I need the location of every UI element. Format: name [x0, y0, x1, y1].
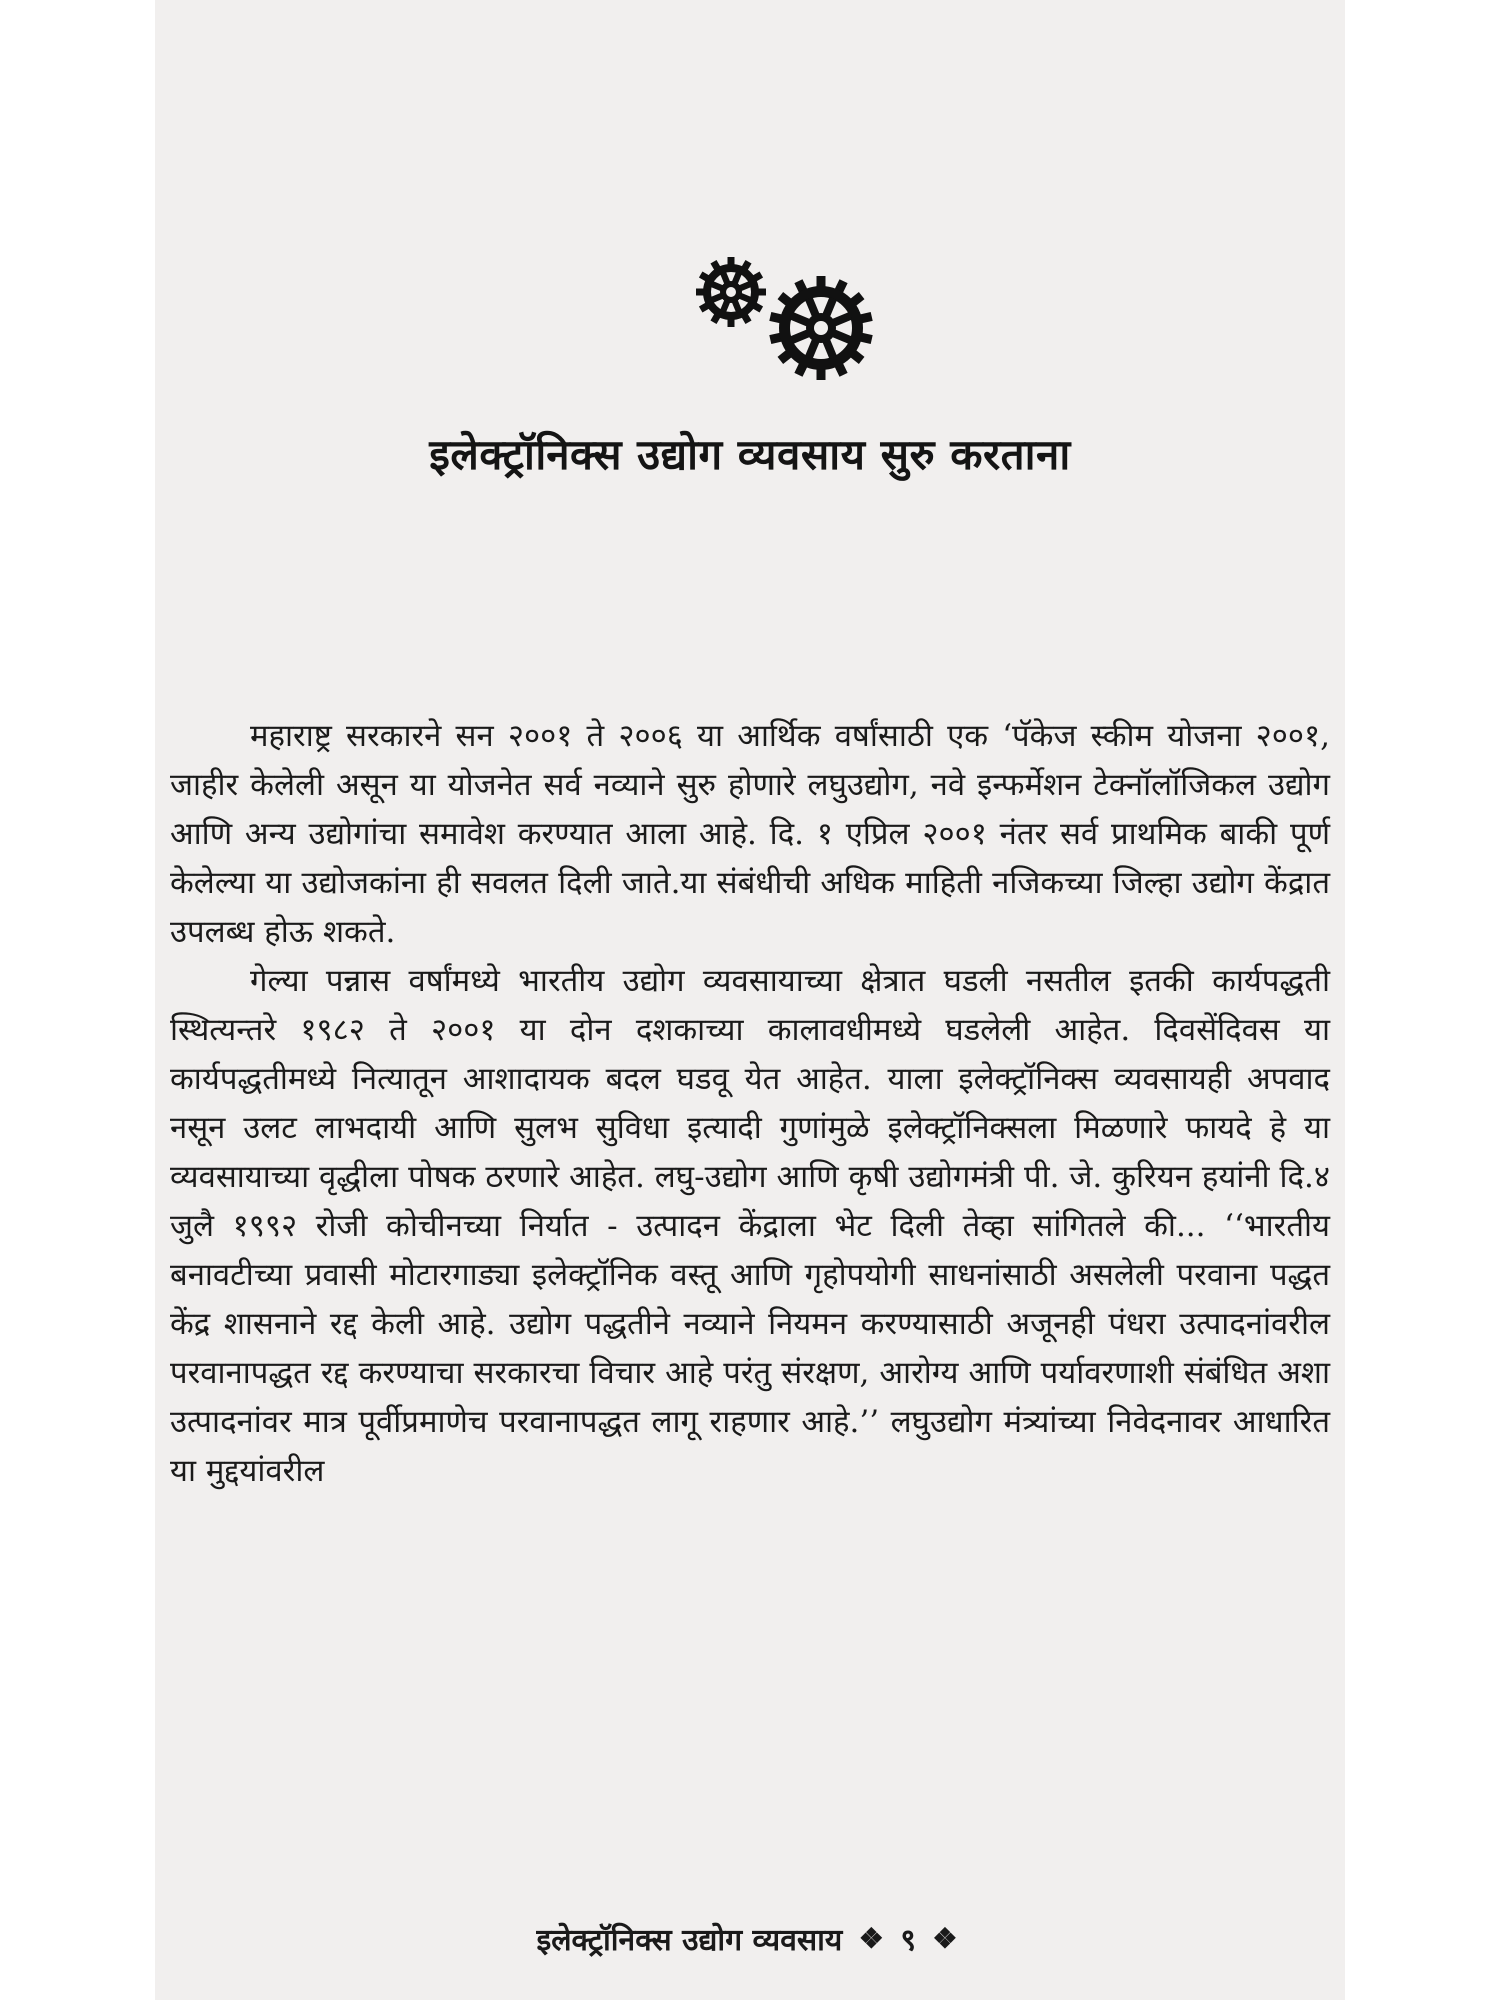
chapter-title: इलेक्ट्रॉनिक्स उद्योग व्यवसाय सुरु करताना [429, 430, 1071, 479]
paragraph: गेल्या पन्नास वर्षांमध्ये भारतीय उद्योग व्यवसायाच्या क्षेत्रात घडली नसतील इतकी कार्यपद्धती स्थित्यन्तरे १९८२ ते २००१ या दोन दशकाच्या कालावधीमध्ये घडलेली आहेत. दिवसेंदिवस या कार्यपद्धतीमध्ये नित्यातून आशादायक बदल घडवू येत आहेत. याला इलेक्ट्रॉनिक्स व्यवसायही अपवाद नसून उलट लाभदायी आणि सुलभ सुविधा इत्यादी गुणांमुळे इलेक्ट्रॉनिक्सला मिळणारे फायदे हे या व्यवसायाच्या वृद्धीला पोषक ठरणारे आहेत. लघु-उद्योग आणि कृषी उद्योगमंत्री पी. जे. कुरियन हयांनी दि.४ जुलै १९९२ रोजी कोचीनच्या निर्यात - उत्पादन केंद्राला भेट दिली तेव्हा सांगितले की... ‘‘भारतीय बनावटीच्या प्रवासी मोटारगाड्या इलेक्ट्रॉनिक वस्तू आणि गृहोपयोगी साधनांसाठी असलेली परवाना पद्धत केंद्र शासनाने रद्द केली आहे. उद्योग पद्धतीने नव्याने नियमन करण्यासाठी अजूनही पंधरा उत्पादनांवरील परवानापद्धत रद्द करण्याचा सरकारचा विचार आहे परंतु संरक्षण, आरोग्य आणि पर्यावरणाशी संबंधित अशा उत्पादनांवर मात्र पूर्वीप्रमाणेच परवानापद्धत लागू राहणार आहे.’’ लघुउद्योग मंत्र्यांच्या निवेदनावर आधारित या मुद्दयांवरील [170, 963, 1330, 1489]
body-text [170, 712, 1330, 1496]
fleuron-ornament: ❖ [858, 1922, 884, 1955]
paragraph: महाराष्ट्र सरकारने सन २००१ ते २००६ या आर्थिक वर्षांसाठी एक ‘पॅकेज स्कीम योजना २००१, जाहीर केलेली असून या योजनेत सर्व नव्याने सुरु होणारे लघुउद्योग, नवे इन्फर्मेशन टेक्नॉलॉजिकल उद्योग आणि अन्य उद्योगांचा समावेश करण्यात आला आहे. दि. १ एप्रिल २००१ नंतर सर्व प्राथमिक बाकी पूर्ण केलेल्या या उद्योजकांना ही सवलत दिली जाते.या संबंधीची अधिक माहिती नजिकच्या जिल्हा उद्योग केंद्रात उपलब्ध होऊ शकते. [170, 718, 1330, 950]
book-page [155, 0, 1345, 2000]
page-footer [155, 1918, 1345, 1959]
page-number: ९ [900, 1923, 916, 1958]
gear-icon [769, 276, 872, 380]
fleuron-ornament: ❖ [932, 1922, 958, 1955]
gear-icon [696, 257, 766, 327]
gear-ornament [673, 240, 973, 390]
footer-book-title: इलेक्ट्रॉनिक्स उद्योग व्यवसाय [536, 1923, 843, 1958]
